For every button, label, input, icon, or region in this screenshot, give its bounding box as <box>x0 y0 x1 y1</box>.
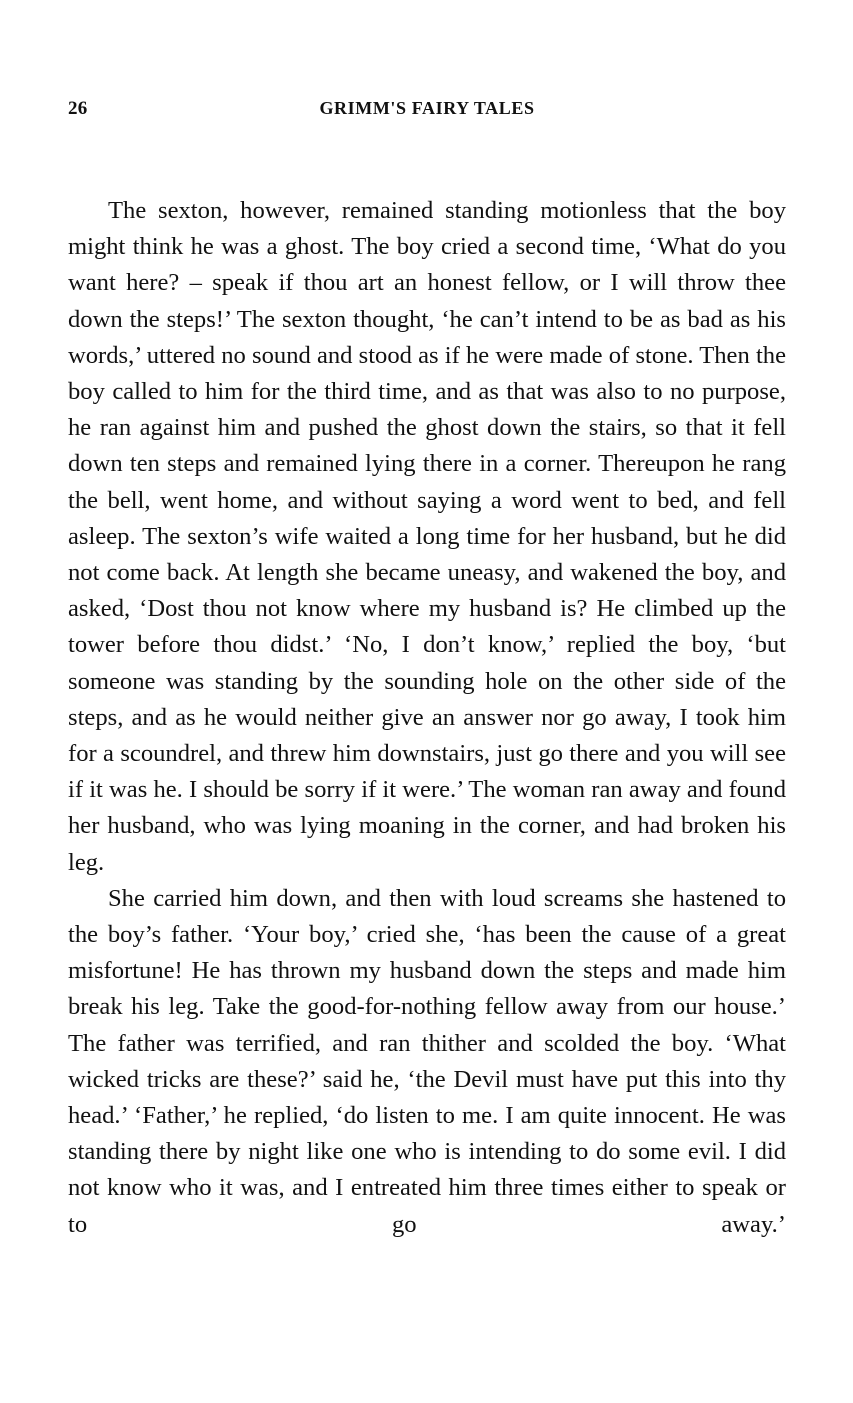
running-title: GRIMM'S FAIRY TALES <box>319 98 535 118</box>
body-text <box>68 193 786 1243</box>
page-header <box>68 98 786 128</box>
paragraph: She carried him down, and then with loud screams she hastened to the boy’s father. ‘Your boy,’ cried she, ‘has been the cause of a great misfortune! He has thrown my husband down the steps and made him break his leg. Take the good-for-nothing fellow away from our house.’ The father was terrified, and ran thither and scolded the boy. ‘What wicked tricks are these?’ said he, ‘the Devil must have put this into thy head.’ ‘Father,’ he replied, ‘do listen to me. I am quite innocent. He was standing there by night like one who is intending to do some evil. I did not know who it was, and I entreated him three times either to speak or to go away.’ <box>68 884 786 1238</box>
paragraph: The sexton, however, remained standing motionless that the boy might think he was a ghost. The boy cried a second time, ‘What do you want here? – speak if thou art an honest fellow, or I will throw thee down the steps!’ The sexton thought, ‘he can’t intend to be as bad as his words,’ uttered no sound and stood as if he were made of stone. Then the boy called to him for the third time, and as that was also to no purpose, he ran against him and pushed the ghost down the stairs, so that it fell down ten steps and remained lying there in a corner. Thereupon he rang the bell, went home, and without saying a word went to bed, and fell asleep. The sexton’s wife waited a long time for her husband, but he did not come back. At length she became uneasy, and wakened the boy, and asked, ‘Dost thou not know where my husband is? He climbed up the tower before thou didst.’ ‘No, I don’t know,’ replied the boy, ‘but someone was standing by the sounding hole on the other side of the steps, and as he would neither give an answer nor go away, I took him for a scoundrel, and threw him downstairs, just go there and you will see if it was he. I should be sorry if it were.’ The woman ran away and found her husband, who was lying moaning in the corner, and had broken his leg. <box>68 197 786 876</box>
page-number: 26 <box>68 98 88 119</box>
